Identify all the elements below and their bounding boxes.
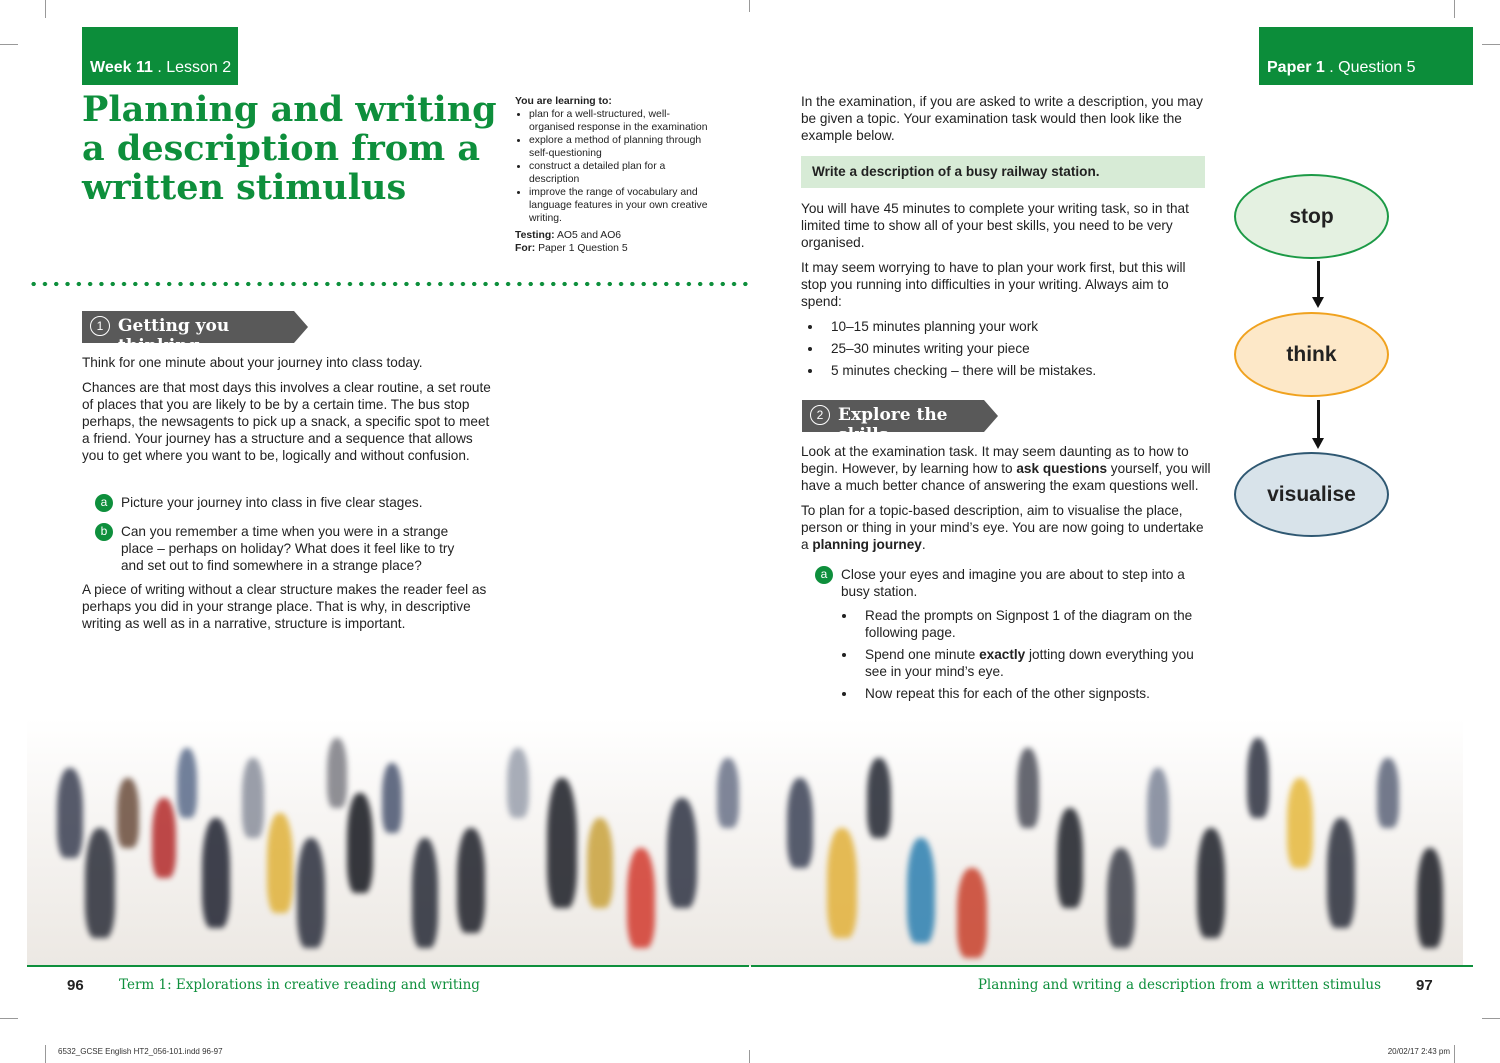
text-run: Look at the examination task. It may seem daunting as to how to begin. However, by learning how to — [801, 444, 1189, 476]
objective-item: • improve the range of vocabulary and language features in your own creative writing. — [529, 186, 715, 225]
learning-objectives — [515, 95, 715, 255]
arrow-head — [1312, 438, 1324, 449]
busy-station-crowd-photo — [27, 718, 1463, 966]
activity-text: Picture your journey into class in five clear stages. — [121, 495, 423, 510]
text-run: . — [921, 537, 926, 552]
down-arrow — [1317, 400, 1320, 440]
paper-label: Paper 1 — [1267, 59, 1325, 76]
paragraph: It may seem worrying to have to plan your work first, but this will stop you running into difficulties in your writing. Always aim to spend: — [801, 260, 1186, 309]
dotted-divider — [28, 281, 752, 287]
visualise-oval: visualise — [1234, 452, 1389, 537]
paragraph — [801, 443, 1211, 494]
crop-mark — [0, 1018, 18, 1019]
footer-rule-right — [751, 965, 1473, 967]
question-label: . Question 5 — [1324, 59, 1416, 76]
section-number: 2 — [810, 405, 830, 425]
week-lesson-tab — [82, 27, 238, 85]
for-value: Paper 1 Question 5 — [535, 243, 628, 254]
paragraph: In the examination, if you are asked to write a description, you may be given a topic. Your examination task would then look like the example below. — [801, 94, 1203, 143]
print-slug-right: 20/02/17 2:43 pm — [1387, 1047, 1450, 1056]
testing-label: Testing: — [515, 230, 555, 241]
crop-mark — [1454, 0, 1455, 18]
section-heading-getting-you-thinking — [82, 311, 294, 356]
footer-rule-left — [27, 965, 749, 967]
time-bullet: • 5 minutes checking – there will be mistakes. — [823, 362, 1203, 379]
lesson-label: . Lesson 2 — [152, 59, 232, 76]
paper-question-tab — [1259, 27, 1473, 85]
crop-mark — [749, 0, 750, 12]
time-allocation-list — [803, 318, 1203, 384]
week-label: Week 11 — [90, 59, 153, 76]
sub-bullet: • Read the prompts on Signpost 1 of the diagram on the following page. — [857, 607, 1207, 641]
text-run: To plan for a topic-based description, aim to visualise the place, person or thing in your mind’s eye. You are now going to undertake a — [801, 503, 1204, 552]
timing-text — [801, 200, 1211, 318]
paragraph: You will have 45 minutes to complete your writing task, so in that limited time to show all of your best skills, you need to be very organised. — [801, 201, 1189, 250]
crop-mark — [749, 1050, 750, 1063]
activity-a-right — [815, 566, 1195, 600]
section-number: 1 — [90, 316, 110, 336]
crop-mark — [0, 44, 18, 45]
time-bullet: • 25–30 minutes writing your piece — [823, 340, 1203, 357]
section-heading-explore-the-skills — [802, 400, 984, 445]
stop-oval: stop — [1234, 174, 1389, 259]
section2-body — [801, 443, 1211, 561]
testing-line — [515, 229, 715, 242]
running-head-left: Term 1: Explorations in creative reading and writing — [119, 977, 480, 993]
objectives-heading: You are learning to: — [515, 96, 612, 107]
activity-text: Can you remember a time when you were in a strange place – perhaps on holiday? What does it feel like to try and set out to find somewhere in a strange place? — [121, 524, 455, 573]
crop-mark — [1482, 44, 1500, 45]
for-label: For: — [515, 243, 536, 254]
section1-body — [82, 354, 492, 472]
bold-text: exactly — [979, 647, 1026, 662]
activity-text: Close your eyes and imagine you are about to step into a busy station. — [841, 567, 1185, 599]
text-run: Spend one minute — [865, 647, 980, 662]
bold-text: ask questions — [1016, 461, 1108, 476]
text-run: jotting down everything you see in your mind’s eye. — [865, 647, 1194, 679]
heading-arrow — [294, 311, 308, 343]
for-line — [515, 242, 715, 255]
down-arrow — [1317, 261, 1320, 299]
bold-text: planning journey — [812, 537, 922, 552]
think-oval: think — [1234, 312, 1389, 397]
text-run: yourself, you will have a much better chance of answering the exam questions well. — [801, 461, 1211, 493]
crop-mark — [1482, 1018, 1500, 1019]
objective-item: • plan for a well-structured, well-organised response in the examination — [529, 108, 715, 134]
page-title: Planning and writing a description from a written stimulus — [82, 89, 497, 208]
objectives-list — [515, 108, 715, 225]
testing-value: AO5 and AO6 — [554, 230, 622, 241]
activity-sub-list — [837, 607, 1207, 707]
heading-arrow — [984, 400, 998, 432]
page-number-right: 97 — [1416, 977, 1433, 994]
exam-task-box: Write a description of a busy railway station. — [801, 156, 1205, 188]
activity-letter-badge: b — [95, 523, 113, 541]
intro-text — [801, 93, 1211, 152]
sub-bullet — [857, 646, 1207, 680]
print-slug-left: 6532_GCSE English HT2_056-101.indd 96-97 — [58, 1047, 223, 1056]
crop-mark — [45, 0, 46, 18]
section1-conclusion — [82, 581, 492, 640]
section-title: Getting you thinking — [118, 316, 230, 356]
arrow-head — [1312, 297, 1324, 308]
activity-b — [95, 523, 475, 574]
objective-item: • explore a method of planning through self-questioning — [529, 134, 715, 160]
activity-a — [95, 494, 475, 511]
section-title: Explore the skills — [838, 405, 948, 445]
sub-bullet: • Now repeat this for each of the other signposts. — [857, 685, 1207, 702]
crop-mark — [1454, 1045, 1455, 1063]
activity-letter-badge: a — [95, 494, 113, 512]
crop-mark — [45, 1045, 46, 1063]
running-head-right: Planning and writing a description from a written stimulus — [977, 977, 1381, 993]
paragraph — [801, 502, 1211, 553]
paragraph: Think for one minute about your journey into class today. — [82, 355, 423, 370]
paragraph: Chances are that most days this involves a clear routine, a set route of places that you are likely to be by a certain time. The bus stop perhaps, the newsagents to pick up a snack, a specific spot to meet a friend. Your journey has a structure and a sequence that allows you to get where you want to be, logically and without confusion. — [82, 380, 491, 463]
activity-letter-badge: a — [815, 566, 833, 584]
page-number-left: 96 — [67, 977, 84, 994]
paragraph: A piece of writing without a clear structure makes the reader feel as perhaps you did in your strange place. That is why, in descriptive writing as well as in a narrative, structure is important. — [82, 582, 487, 631]
time-bullet: • 10–15 minutes planning your work — [823, 318, 1203, 335]
objective-item: • construct a detailed plan for a description — [529, 160, 715, 186]
